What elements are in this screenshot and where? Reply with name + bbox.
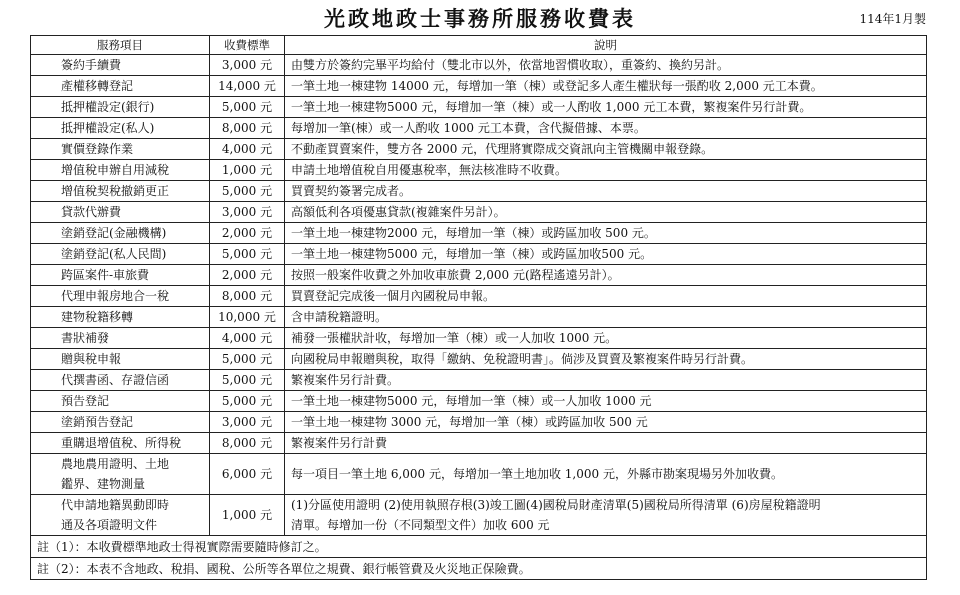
fee-value: 8,000 元 — [210, 286, 285, 307]
fee-value: 6,000 元 — [210, 454, 285, 495]
table-row — [31, 286, 927, 307]
description: 不動產買賣案件，雙方各 2000 元，代理將實際成交資訊向主管機關申報登錄。 — [285, 139, 927, 160]
description: 補發一張權狀計收，每增加一筆（棟）或一人加收 1000 元。 — [285, 328, 927, 349]
service-item: 代撰書函、存證信函 — [31, 370, 210, 391]
fee-value: 8,000 元 — [210, 118, 285, 139]
table-row — [31, 55, 927, 76]
service-item: 塗銷登記(金融機構) — [31, 223, 210, 244]
description-line: 清單。每增加一份（不同類型文件）加收 600 元 — [291, 518, 550, 532]
service-item: 建物稅籍移轉 — [31, 307, 210, 328]
fee-value: 3,000 元 — [210, 55, 285, 76]
table-row — [31, 412, 927, 433]
description-line: (1)分區使用證明 (2)使用執照存根(3)竣工圖(4)國稅局財產清單(5)國稅局所得清單 (6)房屋稅籍證明 — [291, 498, 821, 512]
table-row — [31, 454, 927, 495]
fee-value: 5,000 元 — [210, 97, 285, 118]
table-row — [31, 118, 927, 139]
fee-value: 10,000 元 — [210, 307, 285, 328]
service-item: 抵押權設定(銀行) — [31, 97, 210, 118]
service-item: 簽約手續費 — [31, 55, 210, 76]
table-row — [31, 391, 927, 412]
service-item: 增值稅申辦自用減稅 — [31, 160, 210, 181]
description: 買賣契約簽署完成者。 — [285, 181, 927, 202]
description-line: 每一項目一筆土地 6,000 元，每增加一筆土地加收 1,000 元，外縣市勘案現場另外加收費。 — [291, 467, 783, 481]
description: 一筆土地一棟建物5000 元，每增加一筆（棟）或一人酌收 1,000 元工本費，繁複案件另行計費。 — [285, 97, 927, 118]
header-item: 服務項目 — [31, 36, 210, 55]
description: 繁複案件另行計費 — [285, 433, 927, 454]
fee-value: 4,000 元 — [210, 328, 285, 349]
description: 一筆土地一棟建物5000 元，每增加一筆（棟）或一人加收 1000 元 — [285, 391, 927, 412]
header-desc: 說明 — [285, 36, 927, 55]
description: 每增加一筆(棟）或一人酌收 1000 元工本費，含代擬借據、本票。 — [285, 118, 927, 139]
issue-date: 114年1月製 — [859, 12, 926, 26]
table-row — [31, 181, 927, 202]
service-item: 抵押權設定(私人) — [31, 118, 210, 139]
service-item: 實價登錄作業 — [31, 139, 210, 160]
fee-value: 5,000 元 — [210, 244, 285, 265]
description: 一筆土地一棟建物 14000 元，每增加一筆（棟）或登記多人產生權狀每一張酌收 2,000 元工本費。 — [285, 76, 927, 97]
service-item-line: 通及各項證明文件 — [61, 518, 158, 532]
table-row — [31, 139, 927, 160]
service-item: 塗銷預告登記 — [31, 412, 210, 433]
fee-value: 4,000 元 — [210, 139, 285, 160]
service-item — [31, 454, 210, 495]
service-item: 貸款代辦費 — [31, 202, 210, 223]
table-row — [31, 265, 927, 286]
service-item: 代理申報房地合一稅 — [31, 286, 210, 307]
service-item-line: 鑑界、建物測量 — [61, 477, 146, 491]
fee-value: 2,000 元 — [210, 223, 285, 244]
description: 一筆土地一棟建物5000 元，每增加一筆（棟）或跨區加收500 元。 — [285, 244, 927, 265]
table-row — [31, 76, 927, 97]
note-row — [31, 558, 927, 580]
description: 高額低利各項優惠貸款(複雜案件另計）。 — [285, 202, 927, 223]
service-item: 塗銷登記(私人民間) — [31, 244, 210, 265]
service-item: 產權移轉登記 — [31, 76, 210, 97]
fee-value: 5,000 元 — [210, 181, 285, 202]
fee-value: 1,000 元 — [210, 160, 285, 181]
fee-value: 5,000 元 — [210, 391, 285, 412]
service-item: 贈與稅申報 — [31, 349, 210, 370]
fee-value: 1,000 元 — [210, 495, 285, 536]
footnote: 註（1）：本收費標準地政士得視實際需要隨時修訂之。 — [31, 536, 927, 558]
table-row — [31, 349, 927, 370]
description: 向國稅局申報贈與稅，取得「繳納、免稅證明書」。倘涉及買賣及繁複案件時另行計費。 — [285, 349, 927, 370]
description: 一筆土地一棟建物 3000 元，每增加一筆（棟）或跨區加收 500 元 — [285, 412, 927, 433]
description — [285, 454, 927, 495]
fee-value: 5,000 元 — [210, 370, 285, 391]
description: 由雙方於簽約完畢平均給付（雙北市以外，依當地習慣收取），重簽約、換約另計。 — [285, 55, 927, 76]
service-item-line: 農地農用證明、土地 — [61, 457, 170, 471]
table-row — [31, 97, 927, 118]
description: 一筆土地一棟建物2000 元，每增加一筆（棟）或跨區加收 500 元。 — [285, 223, 927, 244]
fee-value: 8,000 元 — [210, 433, 285, 454]
table-row — [31, 433, 927, 454]
footnote: 註（2）：本表不含地政、稅捐、國稅、公所等各單位之規費、銀行帳管費及火災地正保險費。 — [31, 558, 927, 580]
fee-value: 14,000 元 — [210, 76, 285, 97]
service-item: 重購退增值稅、所得稅 — [31, 433, 210, 454]
table-row — [31, 160, 927, 181]
table-row — [31, 328, 927, 349]
fee-value: 3,000 元 — [210, 202, 285, 223]
table-row — [31, 370, 927, 391]
service-item: 書狀補發 — [31, 328, 210, 349]
service-item — [31, 495, 210, 536]
service-item-line: 代申請地籍異動即時 — [61, 498, 170, 512]
fee-value: 2,000 元 — [210, 265, 285, 286]
table-row — [31, 202, 927, 223]
table-row — [31, 223, 927, 244]
service-item: 預告登記 — [31, 391, 210, 412]
fee-table — [30, 35, 927, 580]
description: 含申請稅籍證明。 — [285, 307, 927, 328]
service-item: 增值稅契稅撤銷更正 — [31, 181, 210, 202]
page-title: 光政地政士事務所服務收費表 — [324, 6, 636, 31]
description: 申請土地增值稅自用優惠稅率，無法核准時不收費。 — [285, 160, 927, 181]
description: 繁複案件另行計費。 — [285, 370, 927, 391]
table-row — [31, 307, 927, 328]
fee-value: 5,000 元 — [210, 349, 285, 370]
description: 按照一般案件收費之外加收車旅費 2,000 元(路程遙遠另計）。 — [285, 265, 927, 286]
note-row — [31, 536, 927, 558]
service-item: 跨區案件-車旅費 — [31, 265, 210, 286]
table-row — [31, 244, 927, 265]
header-fee: 收費標準 — [210, 36, 285, 55]
table-header-row — [31, 36, 927, 55]
fee-value: 3,000 元 — [210, 412, 285, 433]
description: 買賣登記完成後一個月內國稅局申報。 — [285, 286, 927, 307]
description — [285, 495, 927, 536]
table-row — [31, 495, 927, 536]
